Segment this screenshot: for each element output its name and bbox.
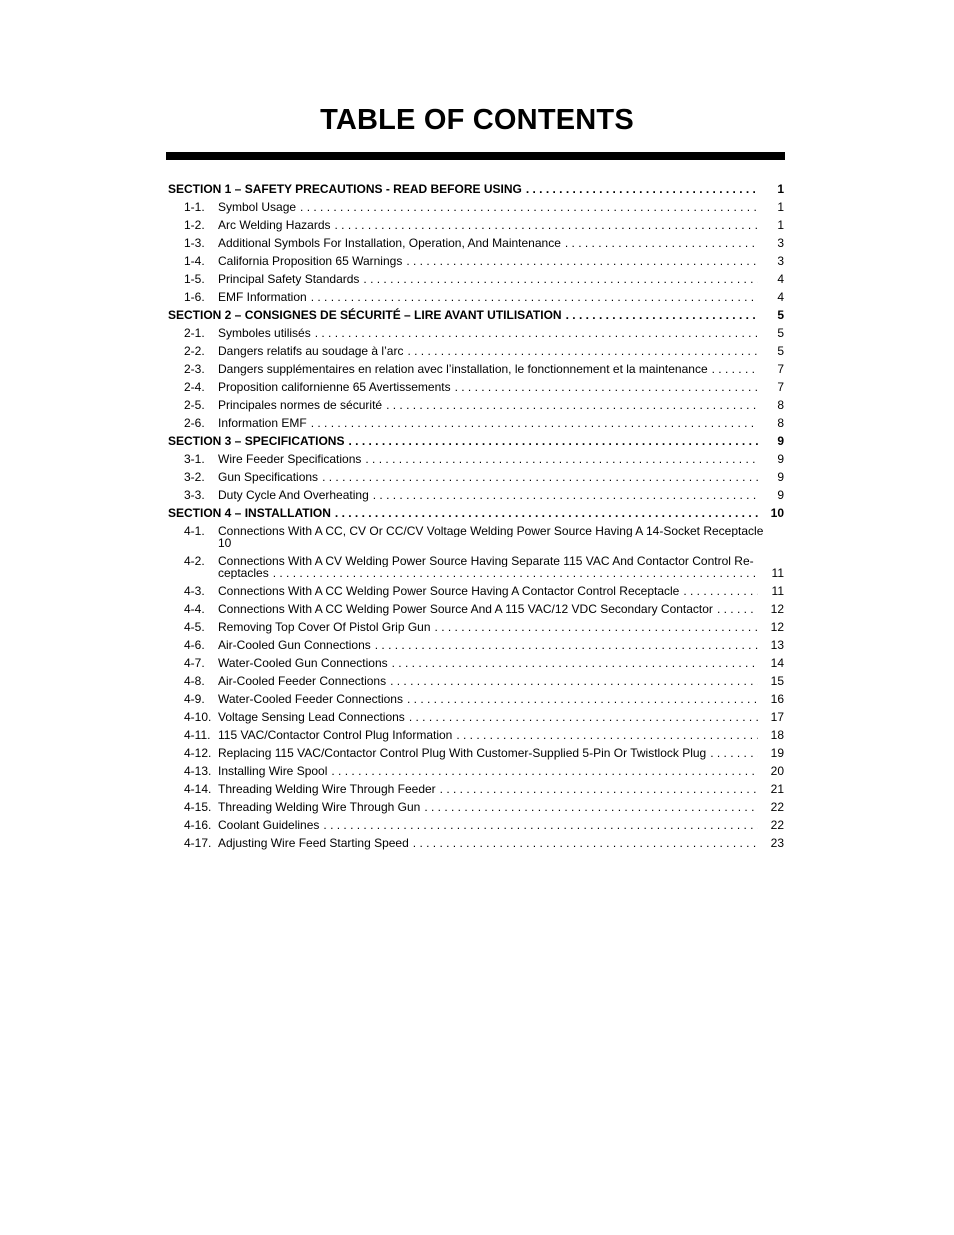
entry-number: 4-7. [184, 656, 205, 670]
entry-page-number: 13 [770, 638, 784, 652]
toc-entry[interactable] [168, 780, 784, 798]
dot-leader [311, 288, 758, 306]
entry-line [168, 525, 784, 537]
entry-page-number: 23 [770, 836, 784, 850]
entry-title: Threading Welding Wire Through Gun [218, 800, 421, 814]
dot-leader [390, 672, 758, 690]
dot-leader [717, 600, 758, 618]
dot-leader [712, 360, 758, 378]
entry-title: Installing Wire Spool [218, 764, 328, 778]
entry-number: 1-5. [184, 272, 205, 286]
entry-page-number: 14 [770, 656, 784, 670]
entry-title: Water-Cooled Feeder Connections [218, 692, 403, 706]
entry-title: EMF Information [218, 290, 307, 304]
entry-page-number: 21 [770, 782, 784, 796]
entry-number: 4-8. [184, 674, 205, 688]
dot-leader [409, 708, 758, 726]
entry-page-number: 4 [777, 272, 784, 286]
page-title: TABLE OF CONTENTS [320, 104, 634, 136]
entry-page-number: 5 [777, 344, 784, 358]
toc-entry[interactable] [168, 582, 784, 600]
entry-number: 4-5. [184, 620, 205, 634]
entry-title-continued: ceptacles [218, 567, 269, 579]
toc-entry[interactable] [168, 654, 784, 672]
entry-page-number: 3 [777, 254, 784, 268]
entry-title: Adjusting Wire Feed Starting Speed [218, 836, 409, 850]
toc-entry[interactable] [168, 234, 784, 252]
entry-number: 1-1. [184, 200, 205, 214]
entry-number: 4-11. [184, 728, 211, 742]
entry-page-number: 19 [770, 746, 784, 760]
entry-page-number: 22 [770, 800, 784, 814]
entry-page-number: 10 [770, 506, 784, 520]
toc-entry[interactable] [168, 486, 784, 504]
toc-entry[interactable] [168, 726, 784, 744]
entry-page-number: 5 [777, 308, 784, 322]
entry-title: Voltage Sensing Lead Connections [218, 710, 405, 724]
entry-page-number: 12 [770, 620, 784, 634]
entry-number: 2-3. [184, 362, 205, 376]
entry-title-continued: 10 [218, 537, 232, 549]
entry-page-number: 1 [777, 200, 784, 214]
entry-line [168, 555, 784, 567]
entry-title: Information EMF [218, 416, 307, 430]
entry-page-number: 4 [777, 290, 784, 304]
dot-leader [565, 234, 758, 252]
entry-number: 4-16. [184, 818, 212, 832]
entry-title: Principal Safety Standards [218, 272, 360, 286]
dot-leader [365, 450, 758, 468]
toc-entry[interactable] [168, 198, 784, 216]
toc-section-entry[interactable] [168, 504, 784, 522]
toc-entry[interactable] [168, 708, 784, 726]
toc-entry[interactable] [168, 834, 784, 852]
toc-entry[interactable] [168, 522, 784, 552]
dot-leader [322, 468, 758, 486]
toc-section-entry[interactable] [168, 180, 784, 198]
dot-leader [315, 324, 758, 342]
toc-entry[interactable] [168, 360, 784, 378]
entry-title: Connections With A CC, CV Or CC/CV Voltage Welding Power Source Having A 14-Socket Receptacle [218, 525, 764, 537]
toc-entry[interactable] [168, 450, 784, 468]
dot-leader [413, 834, 758, 852]
toc-entry[interactable] [168, 252, 784, 270]
entry-number: 3-3. [184, 488, 205, 502]
entry-page-number: 15 [770, 674, 784, 688]
entry-title: SECTION 1 – SAFETY PRECAUTIONS - READ BEFORE USING [168, 182, 522, 196]
toc-entry[interactable] [168, 414, 784, 432]
toc-entry[interactable] [168, 270, 784, 288]
entry-title: Water-Cooled Gun Connections [218, 656, 388, 670]
entry-number: 4-15. [184, 800, 212, 814]
dot-leader [424, 798, 758, 816]
dot-leader [300, 198, 758, 216]
entry-title: Dangers relatifs au soudage à l’arc [218, 344, 404, 358]
entry-title: Dangers supplémentaires en relation avec l’installation, le fonctionnement et la maintenance [218, 362, 708, 376]
dot-leader [683, 582, 758, 600]
toc-entry[interactable] [168, 342, 784, 360]
entry-number: 3-2. [184, 470, 205, 484]
entry-number: 4-14. [184, 782, 212, 796]
entry-page-number: 7 [777, 380, 784, 394]
entry-number: 1-2. [184, 218, 205, 232]
entry-title: Removing Top Cover Of Pistol Grip Gun [218, 620, 431, 634]
entry-title: California Proposition 65 Warnings [218, 254, 403, 268]
entry-number: 2-4. [184, 380, 205, 394]
dot-leader [373, 486, 758, 504]
dot-leader [456, 726, 758, 744]
entry-page-number: 9 [777, 488, 784, 502]
entry-page-number: 11 [771, 584, 784, 598]
toc-entry[interactable] [168, 552, 784, 582]
dot-leader [526, 180, 758, 198]
entry-title: Principales normes de sécurité [218, 398, 383, 412]
toc-entry[interactable] [168, 288, 784, 306]
entry-number: 4-13. [184, 764, 212, 778]
entry-page-number: 8 [777, 398, 784, 412]
entry-number: 4-1. [184, 524, 205, 538]
entry-page-number: 18 [770, 728, 784, 742]
dot-leader [392, 654, 758, 672]
entry-page-number: 11 [771, 566, 784, 580]
entry-title: SECTION 4 – INSTALLATION [168, 506, 331, 520]
dot-leader [440, 780, 758, 798]
entry-title: Threading Welding Wire Through Feeder [218, 782, 436, 796]
entry-page-number: 1 [777, 182, 784, 196]
dot-leader [363, 270, 758, 288]
dot-leader [273, 567, 758, 579]
dot-leader [455, 378, 758, 396]
dot-leader [386, 396, 758, 414]
entry-title: Proposition californienne 65 Avertissements [218, 380, 451, 394]
entry-title: Duty Cycle And Overheating [218, 488, 369, 502]
title-rule [166, 152, 785, 160]
dot-leader [406, 252, 758, 270]
entry-title: SECTION 2 – CONSIGNES DE SÉCURITÉ – LIRE AVANT UTILISATION [168, 308, 562, 322]
toc-entry[interactable] [168, 396, 784, 414]
dot-leader [335, 504, 758, 522]
dot-leader [331, 762, 758, 780]
dot-leader [348, 432, 758, 450]
entry-title: Air-Cooled Gun Connections [218, 638, 371, 652]
entry-number: 4-2. [184, 554, 205, 568]
dot-leader [435, 618, 758, 636]
toc-entry[interactable] [168, 690, 784, 708]
toc-entry[interactable] [168, 744, 784, 762]
entry-number: 4-4. [184, 602, 205, 616]
entry-number: 1-3. [184, 236, 205, 250]
dot-leader [311, 414, 758, 432]
toc-section-entry[interactable] [168, 432, 784, 450]
entry-number: 4-12. [184, 746, 212, 760]
entry-page-number: 22 [770, 818, 784, 832]
entry-number: 3-1. [184, 452, 205, 466]
entry-page-number: 9 [777, 452, 784, 466]
entry-title: Symbol Usage [218, 200, 297, 214]
entry-page-number: 7 [777, 362, 784, 376]
entry-number: 4-17. [184, 836, 212, 850]
entry-line [168, 567, 784, 579]
entry-number: 4-6. [184, 638, 205, 652]
toc-entry[interactable] [168, 636, 784, 654]
entry-number: 4-9. [184, 692, 205, 706]
entry-page-number: 8 [777, 416, 784, 430]
toc-entry[interactable] [168, 816, 784, 834]
entry-page-number: 16 [770, 692, 784, 706]
toc-entry[interactable] [168, 672, 784, 690]
toc-entry[interactable] [168, 762, 784, 780]
entry-page-number: 9 [777, 470, 784, 484]
toc-entry[interactable] [168, 798, 784, 816]
entry-title: Connections With A CC Welding Power Source Having A Contactor Control Receptacle [218, 584, 680, 598]
entry-title: Coolant Guidelines [218, 818, 320, 832]
entry-page-number: 1 [777, 218, 784, 232]
entry-number: 2-2. [184, 344, 205, 358]
entry-title: Replacing 115 VAC/Contactor Control Plug With Customer-Supplied 5-Pin Or Twistlock Plug [218, 746, 707, 760]
entry-page-number: 20 [770, 764, 784, 778]
entry-title: Wire Feeder Specifications [218, 452, 362, 466]
entry-number: 2-6. [184, 416, 205, 430]
toc-section-entry[interactable] [168, 306, 784, 324]
entry-title: SECTION 3 – SPECIFICATIONS [168, 434, 345, 448]
entry-page-number: 5 [777, 326, 784, 340]
entry-number: 2-5. [184, 398, 205, 412]
entry-title: 115 VAC/Contactor Control Plug Information [218, 728, 453, 742]
entry-title: Connections With A CV Welding Power Source Having Separate 115 VAC And Contactor Control Re- [218, 555, 754, 567]
toc-entry[interactable] [168, 378, 784, 396]
entry-number: 4-10. [184, 710, 212, 724]
dot-leader [323, 816, 758, 834]
toc-entry[interactable] [168, 600, 784, 618]
toc-entry[interactable] [168, 618, 784, 636]
entry-title: Additional Symbols For Installation, Operation, And Maintenance [218, 236, 561, 250]
entry-page-number: 3 [777, 236, 784, 250]
dot-leader [375, 636, 758, 654]
entry-number: 4-3. [184, 584, 205, 598]
entry-title: Arc Welding Hazards [218, 218, 331, 232]
entry-title: Gun Specifications [218, 470, 319, 484]
entry-page-number: 9 [777, 434, 784, 448]
entry-page-number: 17 [770, 710, 784, 724]
dot-leader [566, 306, 758, 324]
entry-title: Air-Cooled Feeder Connections [218, 674, 387, 688]
entry-number: 1-4. [184, 254, 205, 268]
entry-number: 1-6. [184, 290, 205, 304]
entry-number: 2-1. [184, 326, 205, 340]
toc-entry[interactable] [168, 324, 784, 342]
toc-entry[interactable] [168, 468, 784, 486]
entry-page-number: 12 [770, 602, 784, 616]
entry-line [168, 537, 784, 549]
table-of-contents [168, 180, 784, 852]
dot-leader [710, 744, 758, 762]
dot-leader [335, 216, 759, 234]
entry-title: Symboles utilisés [218, 326, 311, 340]
entry-title: Connections With A CC Welding Power Source And A 115 VAC/12 VDC Secondary Contactor [218, 602, 713, 616]
dot-leader [407, 690, 758, 708]
toc-entry[interactable] [168, 216, 784, 234]
dot-leader [407, 342, 758, 360]
